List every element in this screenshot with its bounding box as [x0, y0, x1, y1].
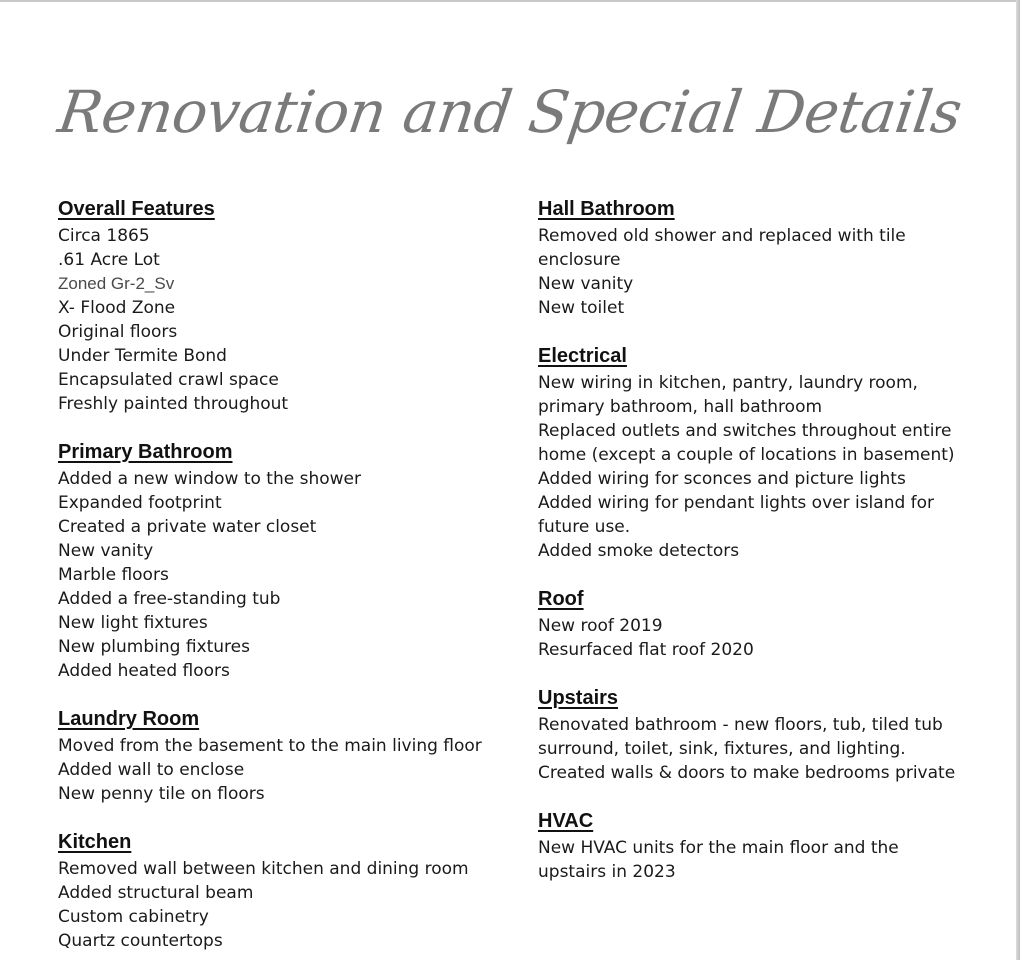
right-column	[538, 197, 958, 908]
section-heading: Kitchen	[58, 831, 132, 853]
list-item: Created walls & doors to make bedrooms private	[538, 763, 956, 783]
section-primary-bathroom	[58, 440, 498, 683]
list-item: Marble floors	[58, 565, 169, 585]
section-heading: HVAC	[538, 810, 594, 832]
section-kitchen	[58, 830, 498, 953]
list-item: Moved from the basement to the main living floor	[58, 736, 482, 756]
section-upstairs	[538, 686, 958, 785]
list-item: Added wiring for sconces and picture lights	[538, 469, 906, 489]
section-electrical	[538, 344, 958, 563]
section-hall-bathroom	[538, 197, 958, 320]
list-item: .61 Acre Lot	[58, 250, 160, 270]
page-right-edge	[1016, 0, 1020, 960]
list-item: X- Flood Zone	[58, 298, 176, 318]
list-item: New wiring in kitchen, pantry, laundry room, primary bathroom, hall bathroom	[538, 373, 918, 417]
list-item: Under Termite Bond	[58, 346, 227, 366]
list-item: Added wiring for pendant lights over island for future use.	[538, 493, 935, 537]
section-hvac	[538, 809, 958, 884]
section-overall-features	[58, 197, 498, 416]
section-heading: Laundry Room	[58, 708, 200, 730]
list-item: New toilet	[538, 298, 625, 318]
list-item: Added a free-standing tub	[58, 589, 281, 609]
list-item: Custom cabinetry	[58, 907, 209, 927]
section-laundry-room	[58, 707, 498, 806]
section-heading: Electrical	[538, 345, 627, 367]
section-heading: Primary Bathroom	[58, 441, 233, 463]
page-title: Renovation and Special Details	[54, 78, 966, 146]
section-roof	[538, 587, 958, 662]
section-heading: Upstairs	[538, 687, 619, 709]
list-item: Zoned Gr-2_Sv	[58, 274, 175, 293]
list-item: Expanded footprint	[58, 493, 222, 513]
list-item: Replaced outlets and switches throughout entire home (except a couple of locations in basement)	[538, 421, 955, 465]
list-item: Created a private water closet	[58, 517, 317, 537]
list-item: Encapsulated crawl space	[58, 370, 279, 390]
list-item: Added a new window to the shower	[58, 469, 361, 489]
list-item: New HVAC units for the main floor and the upstairs in 2023	[538, 838, 899, 882]
list-item: Quartz countertops	[58, 931, 223, 951]
list-item: Renovated bathroom - new floors, tub, tiled tub surround, toilet, sink, fixtures, and lighting.	[538, 715, 943, 759]
list-item: Original floors	[58, 322, 178, 342]
list-item: Removed old shower and replaced with tile enclosure	[538, 226, 906, 270]
list-item: Added heated floors	[58, 661, 230, 681]
list-item: Added smoke detectors	[538, 541, 740, 561]
list-item: Circa 1865	[58, 226, 150, 246]
list-item: Removed wall between kitchen and dining room	[58, 859, 469, 879]
list-item: New plumbing fixtures	[58, 637, 250, 657]
list-item: Freshly painted throughout	[58, 394, 289, 414]
list-item: New light fixtures	[58, 613, 208, 633]
list-item: Added structural beam	[58, 883, 254, 903]
list-item: New roof 2019	[538, 616, 663, 636]
section-heading: Hall Bathroom	[538, 198, 675, 220]
list-item: New vanity	[58, 541, 154, 561]
list-item: New vanity	[538, 274, 634, 294]
list-item: New penny tile on floors	[58, 784, 265, 804]
section-heading: Roof	[538, 588, 584, 610]
list-item: Resurfaced flat roof 2020	[538, 640, 754, 660]
list-item: Added wall to enclose	[58, 760, 245, 780]
left-column	[58, 197, 498, 977]
section-heading: Overall Features	[58, 198, 215, 220]
page-top-edge	[0, 0, 1020, 2]
